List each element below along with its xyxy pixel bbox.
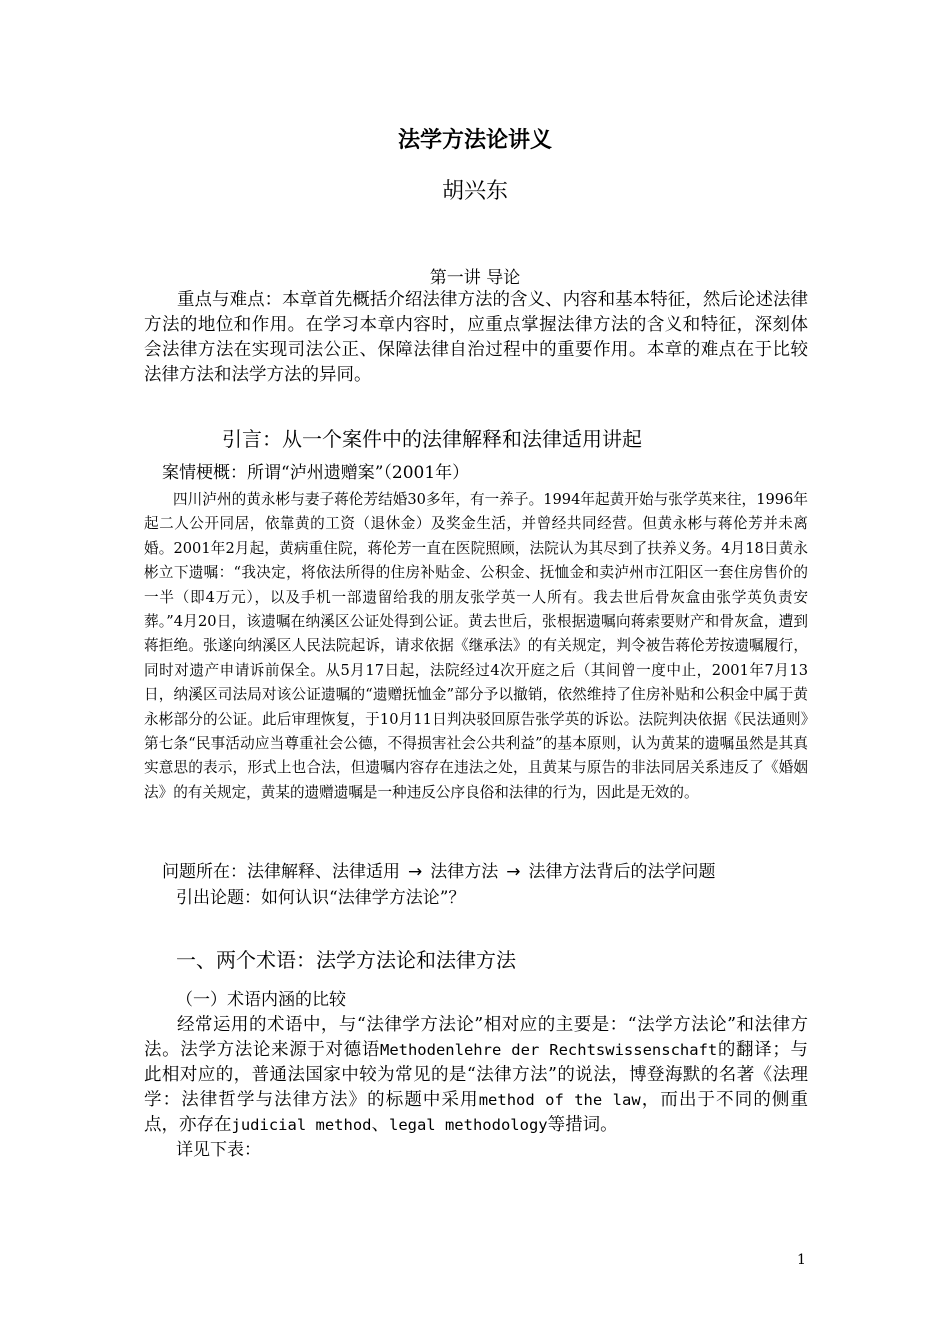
right-arrow-icon: → bbox=[506, 862, 521, 882]
terms-text-1: 经常运用的术语中，与“法律学方法论”相对应的主要是：“法学方法论”和法律方法。法学方法论来源于对德语 bbox=[144, 1015, 808, 1060]
case-summary-label: 案情梗概：所谓“泸州遗赠案”（2001年） bbox=[162, 463, 470, 483]
english-term-1: method of the law bbox=[478, 1091, 641, 1109]
terms-text-4: 、 bbox=[371, 1115, 389, 1135]
see-table-line: 详见下表： bbox=[176, 1140, 261, 1160]
section-1-heading: 一、两个术语：法学方法论和法律方法 bbox=[176, 948, 516, 972]
english-term-3: legal methodology bbox=[388, 1116, 548, 1134]
page-number: 1 bbox=[797, 1252, 806, 1268]
document-title: 法学方法论讲义 bbox=[397, 128, 552, 153]
thesis-line: 引出论题：如何认识“法律学方法论”？ bbox=[176, 888, 466, 908]
problem-step-3: 法律方法背后的法学问题 bbox=[528, 862, 716, 882]
intro-heading: 引言：从一个案件中的法律解释和法律适用讲起 bbox=[222, 427, 642, 451]
right-arrow-icon: → bbox=[408, 862, 423, 882]
key-points-paragraph: 重点与难点：本章首先概括介绍法律方法的含义、内容和基本特征，然后论述法律方法的地位和作用。在学习本章内容时，应重点掌握法律方法的含义和特征，深刻体会法律方法在实现司法公正、保障法律自治过程中的重要作用。本章的难点在于比较法律方法和法学方法的异同。 bbox=[144, 290, 808, 385]
terms-paragraph bbox=[144, 1013, 808, 1138]
terms-text-5: 等措词。 bbox=[547, 1115, 618, 1135]
lecture-heading: 第一讲 导论 bbox=[429, 268, 521, 288]
terms-text-3: ，而出于不同的侧重点，亦存在 bbox=[144, 1090, 809, 1135]
terms-text-2: 的翻译；与此相对应的，普通法国家中较为常见的是“法律方法”的说法，博登海默的名著《法理学：法律哲学与法律方法》的标题中采用 bbox=[144, 1040, 808, 1110]
english-term-2: judicial method bbox=[231, 1116, 372, 1134]
german-term: Methodenlehre der Rechtswissenschaft bbox=[379, 1041, 718, 1059]
problem-label: 问题所在： bbox=[162, 862, 247, 882]
document-author: 胡兴东 bbox=[441, 179, 508, 204]
problem-step-2: 法律方法 bbox=[430, 862, 499, 882]
case-body-paragraph: 四川泸州的黄永彬与妻子蒋伦芳结婚30多年，有一养子。1994年起黄开始与张学英来往，1996年起二人公开同居，依靠黄的工资（退休金）及奖金生活，并曾经共同经营。但黄永彬与蒋伦芳并未离婚。2001年2月起，黄病重住院，蒋伦芳一直在医院照顾，法院认为其尽到了扶养义务。4月18日黄永彬立下遗嘱：“我决定，将依法所得的住房补贴金、公积金、抚恤金和卖泸州市江阳区一套住房售价的一半（即4万元），以及手机一部遗留给我的朋友张学英一人所有。我去世后骨灰盒由张学英负责安葬。”4月20日，该遗嘱在纳溪区公证处得到公证。黄去世后，张根据遗嘱向蒋索要财产和骨灰盒，遭到蒋拒绝。张遂向纳溪区人民法院起诉，请求依据《继承法》的有关规定，判令被告蒋伦芳按遗嘱履行，同时对遗产申请诉前保全。从5月17日起，法院经过4次开庭之后（其间曾一度中止，2001年7月13日，纳溪区司法局对该公证遗嘱的“遗赠抚恤金”部分予以撤销，依然维持了住房补贴和公积金中属于黄永彬部分的公证。此后审理恢复，于10月11日判决驳回原告张学英的诉讼。法院判决依据《民法通则》第七条“民事活动应当尊重社会公德，不得损害社会公共利益”的基本原则，认为黄某的遗嘱虽然是其真实意思的表示，形式上也合法，但遗嘱内容存在违法之处，且黄某与原告的非法同居关系违反了《婚姻法》的有关规定，黄某的遗赠遗嘱是一种违反公序良俗和法律的行为，因此是无效的。 bbox=[144, 491, 808, 801]
problem-line bbox=[162, 860, 716, 885]
problem-step-1: 法律解释、法律适用 bbox=[247, 862, 400, 882]
subsection-1-heading: （一）术语内涵的比较 bbox=[176, 990, 346, 1010]
